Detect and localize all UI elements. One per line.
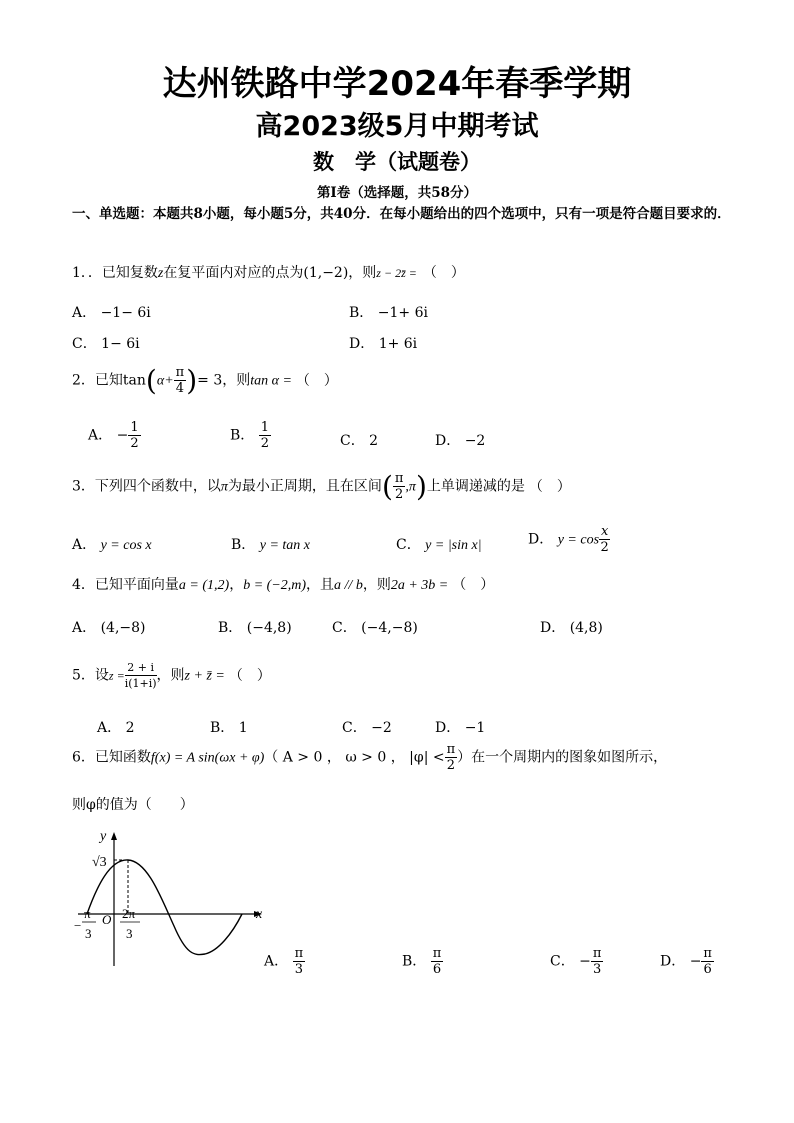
question-text: ，且	[306, 577, 335, 593]
option-b: B． −1+ 6i	[349, 305, 428, 321]
option-a: A． $\frac{\pi}{3}$	[264, 946, 304, 977]
option-b: B． $\frac{1}{2}$	[230, 420, 270, 451]
question-4: 4．已知平面向量a = (1,2)，b = (−2,m)，且a // b，则2a + 3b = （ ）	[72, 577, 495, 593]
answer-paren: （ ）	[228, 667, 271, 684]
x-right-num: 2π	[122, 906, 136, 921]
answer-paren: （ ）	[295, 372, 338, 389]
question-text: 下列四个函数中，以	[94, 478, 221, 495]
math: f(x) = A sin(ωx + φ)	[150, 750, 265, 766]
option-a: A． y = cos x	[72, 537, 152, 553]
option-c: C． −2	[342, 720, 392, 736]
fraction: $\frac{\pi}{4}$	[175, 365, 185, 396]
question-text: 已知函数	[94, 749, 151, 766]
question-number: 3．	[72, 478, 95, 495]
option-c: C． 2	[340, 433, 379, 449]
x-left-den: 3	[85, 926, 92, 941]
option-b: B． (−4,8)	[218, 620, 292, 636]
option-a: A． 2	[97, 720, 135, 736]
y-axis-label: y	[100, 829, 107, 844]
option-a: A． −1− 6i	[72, 305, 151, 321]
math: z + z̄ =	[184, 668, 225, 684]
fraction: $\frac{2 + i}{i(1+i)}$	[124, 661, 157, 690]
option-d: D． (4,8)	[540, 620, 603, 636]
math: (1,−2)	[303, 265, 349, 281]
part-title: 第Ⅰ卷（选择题，共58分）	[316, 185, 478, 201]
question-text: 已知复数	[101, 265, 158, 281]
option-d: D． −2	[435, 433, 486, 449]
question-number: 2．	[72, 372, 95, 389]
question-text: 为最小正周期，且在区间	[227, 478, 382, 495]
x-left-num: π	[84, 906, 91, 921]
question-2: 2．已知tan(α+ $\frac{\pi}{4}$ )= 3，则tan α = （ ）	[72, 364, 338, 397]
math: ,π	[405, 479, 416, 495]
x-right-den: 3	[126, 926, 133, 941]
option-d: D． −1	[435, 720, 486, 736]
math: a = (1,2)	[178, 578, 230, 593]
option-c: C． 1− 6i	[72, 336, 140, 352]
question-number: 1．．	[72, 265, 102, 281]
math: tan	[122, 372, 146, 389]
math: α+	[156, 373, 174, 389]
option-c: C． y = |sin x|	[396, 537, 482, 553]
option-a: A． − $\frac{1}{2}$	[88, 420, 139, 451]
math: z	[157, 266, 164, 281]
sine-graph	[70, 826, 270, 968]
question-text: 上单调递减的是	[426, 478, 525, 495]
option-b: B． 1	[210, 720, 248, 736]
question-number: 4．	[72, 577, 95, 593]
exam-title: 达州铁路中学2024年春季学期	[162, 64, 632, 104]
question-number: 5．	[72, 667, 95, 684]
math: a // b	[334, 578, 363, 593]
y-axis-arrow	[111, 832, 117, 840]
question-6-line2: 则φ的值为（ ）	[72, 797, 194, 813]
option-d: D． − $\frac{\pi}{6}$	[660, 946, 712, 977]
exam-subtitle: 高2023级5月中期考试	[255, 111, 539, 142]
x-axis-label: x	[256, 907, 263, 922]
option-b: B． $\frac{\pi}{6}$	[402, 946, 442, 977]
math: 2a + 3b =	[390, 578, 449, 593]
math: = 3	[197, 372, 223, 389]
section-instructions: 一、单选题：本题共8小题，每小题5分，共40分．在每小题给出的四个选项中，只有一项是符合题目要求的．	[72, 206, 731, 222]
x-left-sign: −	[74, 918, 82, 933]
subject-title: 数 学（试题卷）	[313, 150, 481, 174]
question-text: 在复平面内对应的点为	[163, 265, 304, 281]
math: z =	[108, 668, 125, 683]
option-d: D． 1+ 6i	[349, 336, 418, 352]
question-text: 设	[94, 667, 109, 684]
option-c: C． − $\frac{\pi}{3}$	[550, 946, 602, 977]
math: tan α =	[250, 373, 292, 389]
question-5	[72, 660, 271, 691]
option-b: B． y = tan x	[231, 537, 311, 553]
option-a: A． (4,−8)	[72, 620, 146, 636]
option-c: C． (−4,−8)	[332, 620, 418, 636]
question-text: ，则	[348, 265, 377, 281]
origin-label: O	[102, 912, 112, 927]
answer-paren: （ ）	[452, 577, 495, 593]
sine-curve	[87, 860, 242, 955]
question-3: 3．下列四个函数中，以π为最小正周期，且在区间( $\frac{\pi}{2}$ ,π)上单调递减的是 （ ）	[72, 470, 571, 503]
question-text: ，则	[362, 577, 391, 593]
answer-paren: （ ）	[422, 265, 465, 281]
y-tick-label: √3	[92, 855, 107, 870]
question-text: 已知	[94, 372, 123, 389]
question-1	[72, 262, 465, 282]
option-d: D． y = cos $\frac{x}{2}$	[528, 524, 609, 555]
math: z − 2z̄ =	[376, 266, 417, 280]
question-6: 6．已知函数f(x) = A sin(ωx + φ)（ A > 0 ， ω > 0 ， |φ| < $\frac{\pi}{2}$ ）在一个周期内的图象如图所示，	[72, 742, 668, 773]
question-text: ，则	[222, 372, 251, 389]
math: b = (−2,m)	[243, 578, 307, 593]
question-text: 已知平面向量	[94, 577, 179, 593]
math: π	[220, 479, 228, 495]
question-text: ，则	[156, 667, 185, 684]
question-number: 6．	[72, 749, 95, 766]
answer-paren: （ ）	[528, 478, 571, 495]
